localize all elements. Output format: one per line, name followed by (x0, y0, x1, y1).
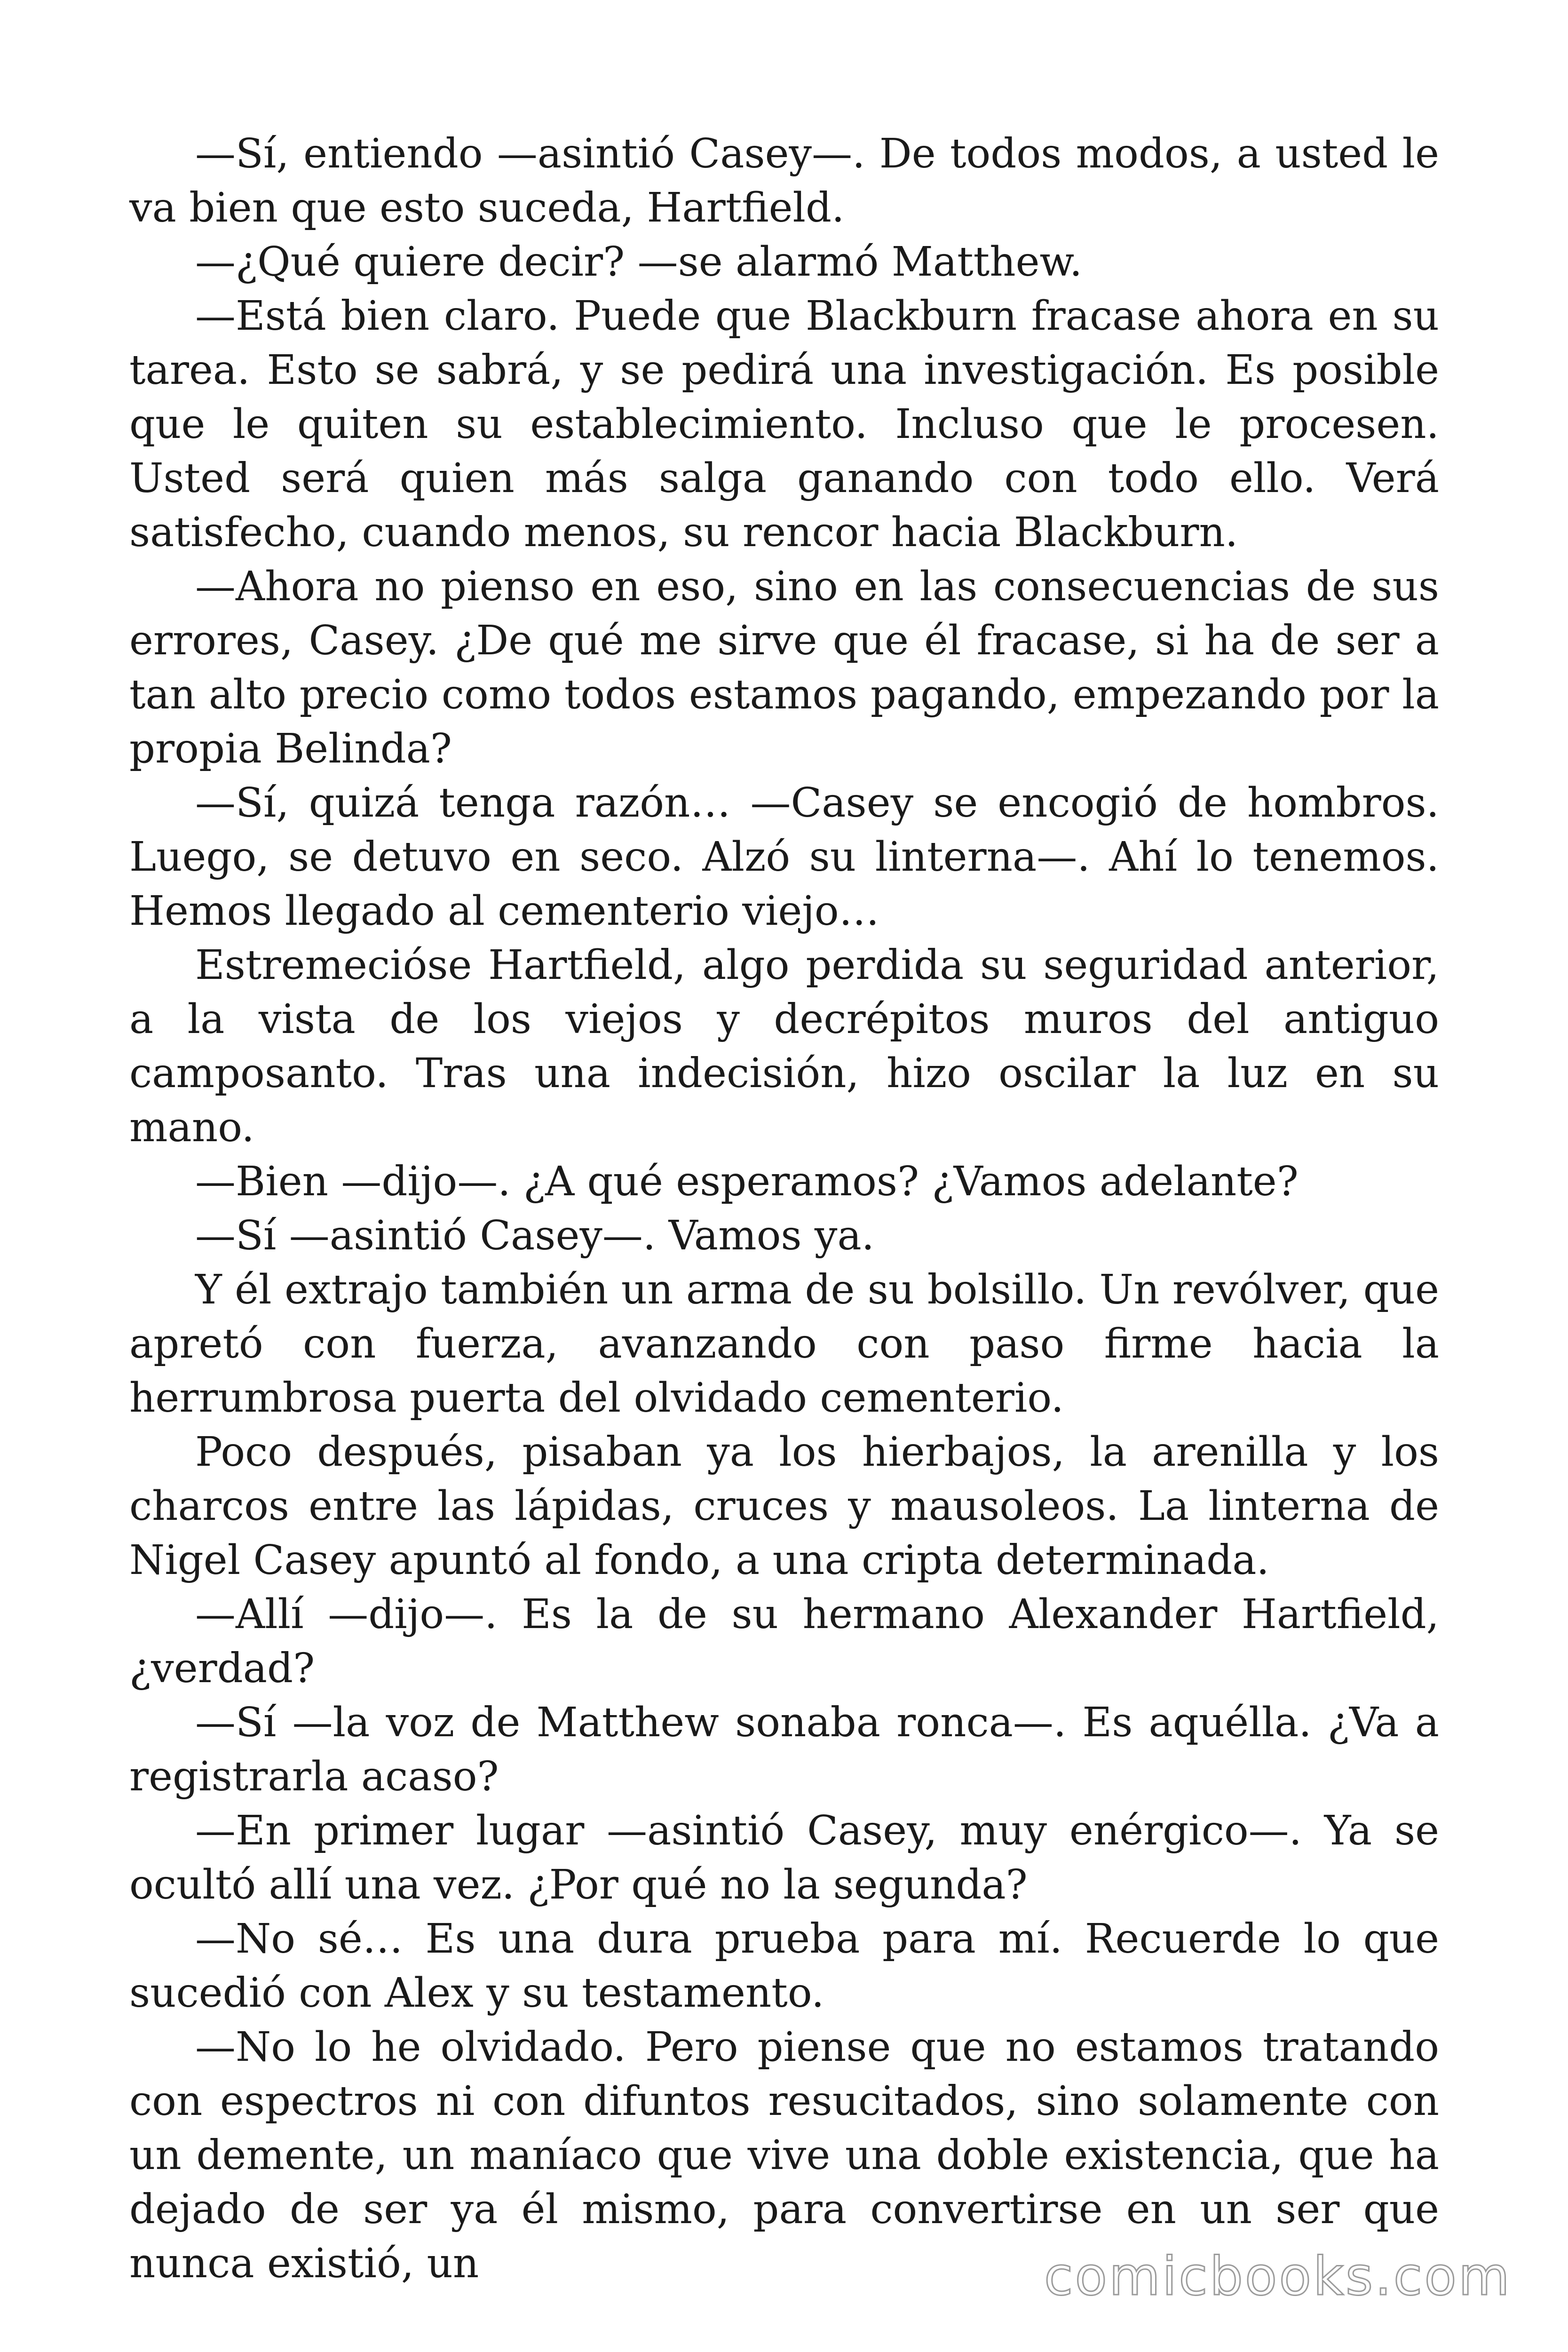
paragraph: —No lo he olvidado. Pero piense que no estamos tratando con espectros ni con difuntos resucitados, sino solamente con un demente, un maníaco que vive una doble existencia, que ha dejado de ser ya él mismo, para convertirse en un ser que nunca existió, un (129, 2024, 1439, 2287)
paragraph: —No sé… Es una dura prueba para mí. Recuerde lo que sucedió con Alex y su testamento. (129, 1915, 1439, 2017)
paragraph: —Está bien claro. Puede que Blackburn fracase ahora en su tarea. Esto se sabrá, y se pedirá una investigación. Es posible que le quiten su establecimiento. Incluso que le procesen. Usted será quien más salga ganando con todo ello. Verá satisfecho, cuando menos, su rencor hacia Blackburn. (129, 293, 1439, 556)
paragraph: Y él extrajo también un arma de su bolsillo. Un revólver, que apretó con fuerza, avanzando con paso firme hacia la herrumbrosa puerta del olvidado cementerio. (129, 1266, 1439, 1422)
page-body-text (129, 127, 1439, 2291)
paragraph: —¿Qué quiere decir? —se alarmó Matthew. (195, 238, 1083, 286)
paragraph: Poco después, pisaban ya los hierbajos, la arenilla y los charcos entre las lápidas, cruces y mausoleos. La linterna de Nigel Casey apuntó al fondo, a una cripta determinada. (129, 1429, 1439, 1584)
paragraph: —En primer lugar —asintió Casey, muy enérgico—. Ya se ocultó allí una vez. ¿Por qué no la segunda? (129, 1807, 1439, 1908)
watermark: comicbooks.com (1044, 2246, 1512, 2307)
paragraph: —Sí —la voz de Matthew sonaba ronca—. Es aquélla. ¿Va a registrarla acaso? (129, 1699, 1439, 1800)
paragraph: Estremecióse Hartfield, algo perdida su seguridad anterior, a la vista de los viejos y decrépitos muros del antiguo camposanto. Tras una indecisión, hizo oscilar la luz en su mano. (129, 942, 1439, 1151)
paragraph: —Sí, entiendo —asintió Casey—. De todos modos, a usted le va bien que esto suceda, Hartfield. (129, 130, 1439, 231)
paragraph: —Sí —asintió Casey—. Vamos ya. (195, 1212, 875, 1259)
paragraph: —Bien —dijo—. ¿A qué esperamos? ¿Vamos adelante? (195, 1158, 1299, 1205)
paragraph: —Allí —dijo—. Es la de su hermano Alexander Hartfield, ¿verdad? (129, 1591, 1439, 1692)
paragraph: —Sí, quizá tenga razón… —Casey se encogió de hombros. Luego, se detuvo en seco. Alzó su linterna—. Ahí lo tenemos. Hemos llegado al cementerio viejo… (129, 779, 1439, 935)
paragraph: —Ahora no pienso en eso, sino en las consecuencias de sus errores, Casey. ¿De qué me sirve que él fracase, si ha de ser a tan alto precio como todos estamos pagando, empezando por la propia Belinda? (129, 563, 1439, 772)
